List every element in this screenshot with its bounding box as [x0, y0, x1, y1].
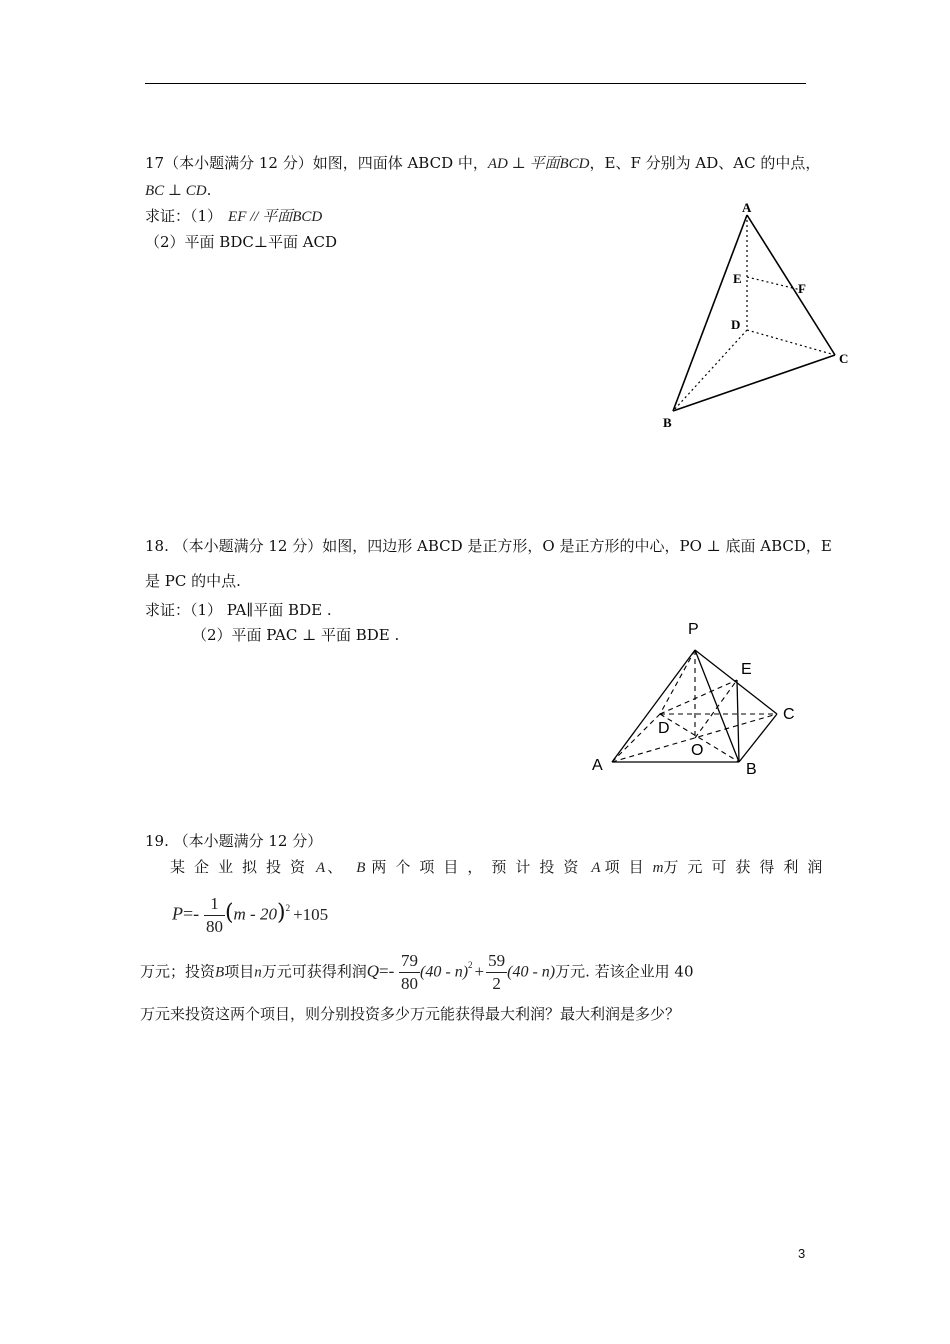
q19-sep: 、 [327, 858, 343, 876]
q19-formula-p [172, 893, 328, 938]
q19-q-plus: + [474, 961, 485, 981]
label-o: O [691, 742, 704, 759]
label-d: D [658, 720, 670, 737]
q18-prove2: （2）平面 PAC ⊥ 平面 BDE . [192, 626, 400, 644]
q19-text-g: 万元可获得利润 [261, 962, 367, 981]
label-e: E [741, 661, 752, 678]
q18-line2: 是 PC 的中点. [145, 572, 241, 590]
header-rule [145, 83, 806, 84]
segment-de [660, 680, 737, 714]
q19-var-b-2: B [215, 964, 225, 981]
q19-p-tail: +105 [293, 904, 329, 924]
q19-text-f: 项目 [224, 962, 255, 981]
q19-p-exp: 2 [285, 902, 291, 913]
edge-ad [612, 714, 660, 762]
q17-line1 [145, 152, 820, 173]
q18-pyramid-figure [585, 612, 815, 782]
label-c: C [839, 351, 849, 366]
q18-line1: 18. （本小题满分 12 分）如图，四边形 ABCD 是正方形，O 是正方形的中心，PO ⊥ 底面 ABCD，E [145, 537, 832, 555]
edge-ac [747, 215, 835, 355]
q17-math-ad-perp: AD ⊥ 平面BCD [487, 156, 590, 172]
q19-header: 19. （本小题满分 12 分） [145, 832, 323, 850]
q17-period: . [206, 181, 212, 199]
q19-line4: 万元来投资这两个项目，则分别投资多少万元能获得最大利润？最大利润是多少？ [140, 1005, 681, 1023]
q19-var-n: n [254, 964, 262, 981]
q19-line1 [170, 856, 831, 877]
label-e: E [733, 271, 742, 286]
q19-p-den: 80 [205, 917, 223, 936]
segment-eb [737, 680, 739, 762]
q19-var-m: m [652, 860, 664, 876]
q19-var-a: A [316, 860, 326, 876]
q19-text-e: 万元；投资 [140, 962, 216, 981]
label-d: D [731, 317, 741, 332]
label-b: B [663, 415, 672, 430]
q19-q-lhs: Q [366, 961, 379, 981]
label-p: P [688, 621, 699, 638]
q17-prove2: （2）平面 BDC⊥平面 ACD [145, 233, 338, 251]
q19-p-eq: =- [183, 903, 200, 924]
q17-tetrahedron-figure [655, 195, 855, 435]
q17-math-ef-parallel: EF // 平面BCD [228, 209, 323, 225]
q19-q-term1: (40 - n) [420, 963, 469, 981]
q17-text-b: ，E、F 分别为 AD、AC 的中点， [589, 154, 821, 172]
q19-text-b: 两个项目，预计投资 [371, 858, 588, 876]
q19-q-eq: =- [379, 961, 395, 981]
q19-p-fraction [204, 893, 225, 938]
edge-pa [612, 650, 695, 762]
label-b: B [746, 761, 757, 778]
q19-q-num1: 79 [399, 950, 420, 973]
label-f: F [798, 281, 806, 296]
q19-var-a-2: A [591, 860, 601, 876]
label-a: A [742, 200, 752, 215]
page-number: 3 [798, 1246, 806, 1261]
q19-q-den1: 80 [401, 974, 419, 993]
q17-prove1 [145, 205, 322, 226]
q19-q-den2: 2 [492, 974, 501, 993]
q19-q-fraction-1 [399, 950, 420, 995]
q17-text-a: 17（本小题满分 12 分）如图，四面体 ABCD 中， [145, 154, 488, 172]
edge-ab [673, 215, 747, 411]
q19-text-c: 项目 [604, 858, 653, 876]
q19-p-lhs: P [172, 903, 183, 924]
q19-text-d: 万元可获得利润 [663, 858, 832, 876]
label-c: C [783, 706, 795, 723]
edge-bc [739, 714, 777, 762]
edge-pd [660, 650, 695, 714]
q19-q-term2: (40 - n) [507, 963, 556, 981]
q19-p-num: 1 [204, 893, 225, 916]
q19-p-paren-close: ) [276, 900, 286, 926]
segment-oe [695, 680, 737, 738]
q19-q-num2: 59 [486, 950, 507, 973]
q17-line2 [145, 181, 211, 200]
q19-text-h: 万元. 若该企业用 40 [555, 962, 694, 981]
q19-q-fraction-2 [486, 950, 507, 995]
q17-math-bc-perp: BC ⊥ CD [145, 183, 207, 199]
q17-prove-label: 求证：（1） [145, 207, 223, 225]
q19-text-a: 某企业拟投资 [170, 858, 315, 876]
q19-var-b: B [356, 860, 366, 876]
q19-q-exp: 2 [468, 959, 473, 970]
q19-line3 [140, 950, 694, 995]
label-a: A [592, 757, 603, 774]
edge-bc [673, 355, 835, 411]
q19-p-paren-open: ( [224, 900, 234, 926]
q19-p-inner: m - 20 [233, 904, 277, 924]
q18-prove1: 求证：（1） PA∥平面 BDE . [145, 601, 332, 619]
